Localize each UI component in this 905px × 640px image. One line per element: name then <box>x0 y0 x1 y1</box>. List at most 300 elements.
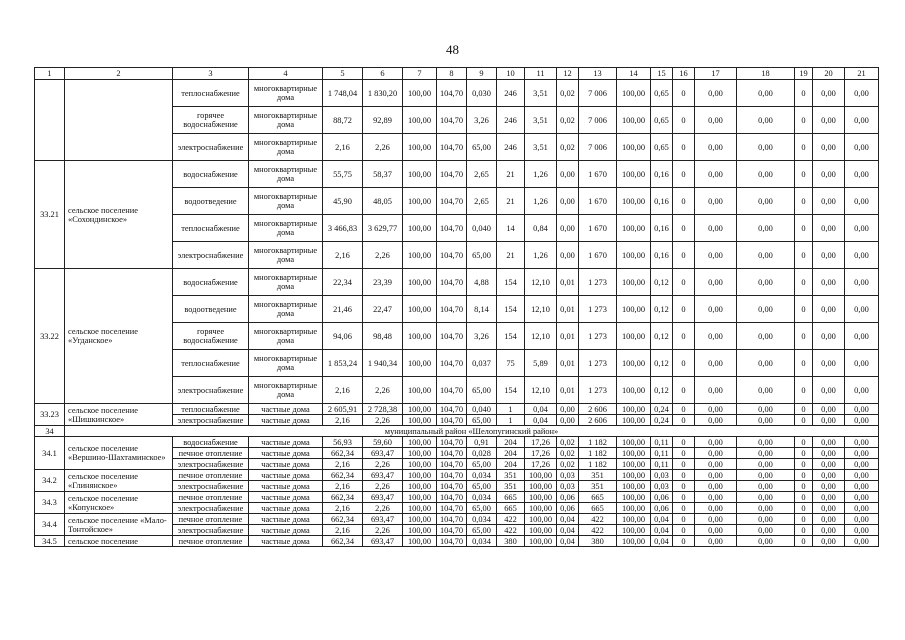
value-cell: 0 <box>673 459 695 470</box>
value-cell: 0,00 <box>813 415 845 426</box>
value-cell: 0 <box>673 269 695 296</box>
value-cell: 0,00 <box>813 242 845 269</box>
value-cell: 0,00 <box>845 242 879 269</box>
value-cell: 100,00 <box>403 525 437 536</box>
value-cell: 0,00 <box>557 215 579 242</box>
housing-type-cell: частные дома <box>249 481 323 492</box>
value-cell: 154 <box>497 269 525 296</box>
table-row <box>35 514 879 525</box>
value-cell: 104,70 <box>437 415 467 426</box>
value-cell: 100,00 <box>617 503 651 514</box>
value-cell: 7 006 <box>579 80 617 107</box>
value-cell: 65,00 <box>467 459 497 470</box>
value-cell: 0 <box>795 481 813 492</box>
housing-type-cell: многоквартирные дома <box>249 269 323 296</box>
value-cell: 0,12 <box>651 296 673 323</box>
value-cell: 204 <box>497 459 525 470</box>
section-row <box>35 426 879 437</box>
value-cell: 0,04 <box>525 415 557 426</box>
value-cell: 59,60 <box>363 437 403 448</box>
value-cell: 693,47 <box>363 448 403 459</box>
value-cell: 0,02 <box>557 80 579 107</box>
value-cell: 0,00 <box>557 161 579 188</box>
value-cell: 100,00 <box>525 525 557 536</box>
row-number: 33.21 <box>35 161 65 269</box>
value-cell: 2,16 <box>323 134 363 161</box>
value-cell: 21 <box>497 242 525 269</box>
table-row <box>35 80 879 107</box>
value-cell: 98,48 <box>363 323 403 350</box>
value-cell: 0,00 <box>813 470 845 481</box>
value-cell: 0,01 <box>557 296 579 323</box>
value-cell: 0,04 <box>557 536 579 547</box>
value-cell: 3,51 <box>525 80 557 107</box>
header-cell: 1 <box>35 68 65 80</box>
value-cell: 1 273 <box>579 323 617 350</box>
value-cell: 104,70 <box>437 459 467 470</box>
value-cell: 1 182 <box>579 437 617 448</box>
value-cell: 100,00 <box>403 134 437 161</box>
value-cell: 422 <box>497 525 525 536</box>
value-cell: 0,12 <box>651 377 673 404</box>
value-cell: 0,00 <box>695 161 737 188</box>
value-cell: 1 <box>497 415 525 426</box>
value-cell: 0,65 <box>651 80 673 107</box>
value-cell: 662,34 <box>323 492 363 503</box>
value-cell: 17,26 <box>525 448 557 459</box>
housing-type-cell: частные дома <box>249 437 323 448</box>
value-cell: 0,02 <box>557 107 579 134</box>
value-cell: 12,10 <box>525 377 557 404</box>
value-cell: 0,00 <box>695 107 737 134</box>
value-cell: 2,26 <box>363 525 403 536</box>
value-cell: 0,00 <box>845 188 879 215</box>
value-cell: 0,00 <box>813 503 845 514</box>
header-cell: 7 <box>403 68 437 80</box>
value-cell: 65,00 <box>467 242 497 269</box>
value-cell: 2 728,38 <box>363 404 403 415</box>
value-cell: 100,00 <box>403 188 437 215</box>
value-cell: 14 <box>497 215 525 242</box>
value-cell: 0,00 <box>695 536 737 547</box>
service-cell: электроснабжение <box>173 459 249 470</box>
service-cell: печное отопление <box>173 514 249 525</box>
row-number: 33.22 <box>35 269 65 404</box>
value-cell: 100,00 <box>403 503 437 514</box>
value-cell: 0,028 <box>467 448 497 459</box>
header-cell: 2 <box>65 68 173 80</box>
value-cell: 0,00 <box>695 215 737 242</box>
housing-type-cell: частные дома <box>249 415 323 426</box>
value-cell: 0 <box>673 323 695 350</box>
value-cell: 3 466,83 <box>323 215 363 242</box>
value-cell: 2,26 <box>363 415 403 426</box>
value-cell: 0,00 <box>737 350 795 377</box>
value-cell: 0 <box>673 296 695 323</box>
value-cell: 100,00 <box>403 514 437 525</box>
value-cell: 100,00 <box>617 323 651 350</box>
value-cell: 662,34 <box>323 470 363 481</box>
value-cell: 0,00 <box>845 323 879 350</box>
value-cell: 0,00 <box>737 161 795 188</box>
value-cell: 2 606 <box>579 404 617 415</box>
value-cell: 65,00 <box>467 134 497 161</box>
housing-type-cell: частные дома <box>249 404 323 415</box>
value-cell: 100,00 <box>525 470 557 481</box>
value-cell: 0,11 <box>651 437 673 448</box>
value-cell: 0,00 <box>813 161 845 188</box>
value-cell: 1 670 <box>579 215 617 242</box>
row-number: 34.3 <box>35 492 65 514</box>
value-cell: 5,89 <box>525 350 557 377</box>
value-cell: 0,00 <box>695 80 737 107</box>
settlement-name: сельское поселение «Мало-Тонтойское» <box>65 514 173 536</box>
service-cell: теплоснабжение <box>173 404 249 415</box>
value-cell: 246 <box>497 107 525 134</box>
value-cell: 0 <box>673 514 695 525</box>
value-cell: 1 273 <box>579 377 617 404</box>
value-cell: 0,00 <box>813 377 845 404</box>
value-cell: 0 <box>795 503 813 514</box>
value-cell: 100,00 <box>617 215 651 242</box>
value-cell: 154 <box>497 323 525 350</box>
value-cell: 0,00 <box>845 448 879 459</box>
value-cell: 0,040 <box>467 215 497 242</box>
header-cell: 6 <box>363 68 403 80</box>
housing-type-cell: многоквартирные дома <box>249 188 323 215</box>
value-cell: 0,00 <box>813 437 845 448</box>
value-cell: 0 <box>673 188 695 215</box>
value-cell: 0,00 <box>695 323 737 350</box>
value-cell: 104,70 <box>437 437 467 448</box>
value-cell: 0,00 <box>845 536 879 547</box>
value-cell: 55,75 <box>323 161 363 188</box>
value-cell: 0,00 <box>737 323 795 350</box>
service-cell: электроснабжение <box>173 525 249 536</box>
value-cell: 100,00 <box>403 415 437 426</box>
header-cell: 13 <box>579 68 617 80</box>
value-cell: 0 <box>795 377 813 404</box>
value-cell: 0,030 <box>467 80 497 107</box>
value-cell: 0,65 <box>651 107 673 134</box>
housing-type-cell: многоквартирные дома <box>249 161 323 188</box>
value-cell: 100,00 <box>403 296 437 323</box>
value-cell: 0,00 <box>845 525 879 536</box>
value-cell: 0,12 <box>651 323 673 350</box>
value-cell: 0,24 <box>651 415 673 426</box>
value-cell: 104,70 <box>437 481 467 492</box>
value-cell: 104,70 <box>437 377 467 404</box>
value-cell: 100,00 <box>525 492 557 503</box>
value-cell: 0,00 <box>695 415 737 426</box>
value-cell: 0,00 <box>813 448 845 459</box>
value-cell: 0,00 <box>845 459 879 470</box>
housing-type-cell: частные дома <box>249 525 323 536</box>
header-cell: 8 <box>437 68 467 80</box>
value-cell: 104,70 <box>437 525 467 536</box>
value-cell: 0,00 <box>737 536 795 547</box>
value-cell: 0,16 <box>651 161 673 188</box>
value-cell: 0,00 <box>845 161 879 188</box>
value-cell: 104,70 <box>437 448 467 459</box>
value-cell: 0,06 <box>557 492 579 503</box>
value-cell: 0,034 <box>467 470 497 481</box>
value-cell: 0 <box>795 80 813 107</box>
service-cell: водоснабжение <box>173 437 249 448</box>
header-cell: 19 <box>795 68 813 80</box>
value-cell: 422 <box>579 514 617 525</box>
value-cell: 0,00 <box>845 404 879 415</box>
value-cell: 0 <box>673 134 695 161</box>
value-cell: 0,00 <box>557 242 579 269</box>
value-cell: 0,00 <box>813 514 845 525</box>
value-cell: 0,00 <box>737 448 795 459</box>
value-cell: 12,10 <box>525 296 557 323</box>
value-cell: 0,00 <box>813 134 845 161</box>
value-cell: 0 <box>673 503 695 514</box>
value-cell: 0,00 <box>695 350 737 377</box>
header-cell: 18 <box>737 68 795 80</box>
housing-type-cell: частные дома <box>249 536 323 547</box>
value-cell: 56,93 <box>323 437 363 448</box>
page-number: 48 <box>446 42 459 57</box>
value-cell: 92,89 <box>363 107 403 134</box>
value-cell: 662,34 <box>323 448 363 459</box>
value-cell: 100,00 <box>617 296 651 323</box>
value-cell: 0,034 <box>467 492 497 503</box>
value-cell: 0 <box>795 269 813 296</box>
value-cell: 0,00 <box>845 269 879 296</box>
value-cell: 0 <box>795 525 813 536</box>
value-cell: 0,00 <box>695 459 737 470</box>
service-cell: водоснабжение <box>173 269 249 296</box>
table-row <box>35 492 879 503</box>
value-cell: 0,00 <box>737 215 795 242</box>
value-cell: 0,00 <box>737 134 795 161</box>
value-cell: 665 <box>497 503 525 514</box>
value-cell: 0,02 <box>557 437 579 448</box>
service-cell: электроснабжение <box>173 377 249 404</box>
value-cell: 104,70 <box>437 215 467 242</box>
value-cell: 0,16 <box>651 188 673 215</box>
value-cell: 0,00 <box>813 188 845 215</box>
value-cell: 100,00 <box>403 459 437 470</box>
value-cell: 0,16 <box>651 215 673 242</box>
value-cell: 0 <box>673 215 695 242</box>
value-cell: 2,26 <box>363 459 403 470</box>
value-cell: 0,00 <box>845 481 879 492</box>
value-cell: 0,00 <box>813 107 845 134</box>
value-cell: 2 605,91 <box>323 404 363 415</box>
value-cell: 12,10 <box>525 269 557 296</box>
value-cell: 0 <box>795 404 813 415</box>
header-row <box>35 68 879 80</box>
value-cell: 1 182 <box>579 448 617 459</box>
value-cell: 0 <box>795 134 813 161</box>
value-cell: 75 <box>497 350 525 377</box>
value-cell: 0,04 <box>557 525 579 536</box>
value-cell: 104,70 <box>437 503 467 514</box>
value-cell: 0,11 <box>651 448 673 459</box>
value-cell: 104,70 <box>437 296 467 323</box>
housing-type-cell: частные дома <box>249 492 323 503</box>
service-cell: печное отопление <box>173 492 249 503</box>
value-cell: 2,26 <box>363 503 403 514</box>
value-cell: 21 <box>497 161 525 188</box>
value-cell: 65,00 <box>467 503 497 514</box>
value-cell: 1 670 <box>579 188 617 215</box>
value-cell: 1,26 <box>525 242 557 269</box>
value-cell: 17,26 <box>525 459 557 470</box>
value-cell: 100,00 <box>403 323 437 350</box>
value-cell: 2,16 <box>323 459 363 470</box>
value-cell: 3 629,77 <box>363 215 403 242</box>
settlement-name: сельское поселение «Шишкинское» <box>65 404 173 426</box>
housing-type-cell: частные дома <box>249 514 323 525</box>
value-cell: 0,00 <box>737 525 795 536</box>
value-cell: 88,72 <box>323 107 363 134</box>
housing-type-cell: частные дома <box>249 503 323 514</box>
value-cell: 104,70 <box>437 470 467 481</box>
value-cell: 65,00 <box>467 481 497 492</box>
value-cell: 0 <box>673 404 695 415</box>
value-cell: 100,00 <box>617 377 651 404</box>
value-cell: 0,00 <box>737 80 795 107</box>
header-cell: 4 <box>249 68 323 80</box>
row-number: 34.5 <box>35 536 65 547</box>
value-cell: 100,00 <box>617 448 651 459</box>
value-cell: 0 <box>673 481 695 492</box>
service-cell: электроснабжение <box>173 242 249 269</box>
value-cell: 22,47 <box>363 296 403 323</box>
value-cell: 100,00 <box>617 80 651 107</box>
value-cell: 0,00 <box>695 514 737 525</box>
value-cell: 0,00 <box>845 492 879 503</box>
value-cell: 100,00 <box>403 437 437 448</box>
value-cell: 0,00 <box>695 470 737 481</box>
housing-type-cell: многоквартирные дома <box>249 134 323 161</box>
value-cell: 100,00 <box>617 514 651 525</box>
table-row <box>35 536 879 547</box>
value-cell: 0 <box>795 536 813 547</box>
value-cell: 0 <box>795 350 813 377</box>
value-cell: 351 <box>497 481 525 492</box>
value-cell: 0 <box>795 514 813 525</box>
value-cell: 2,16 <box>323 503 363 514</box>
value-cell: 1 670 <box>579 161 617 188</box>
value-cell: 104,70 <box>437 188 467 215</box>
value-cell: 0,00 <box>737 296 795 323</box>
value-cell: 0,24 <box>651 404 673 415</box>
value-cell: 100,00 <box>617 161 651 188</box>
value-cell: 0,00 <box>695 481 737 492</box>
value-cell: 0,11 <box>651 459 673 470</box>
table-row <box>35 269 879 296</box>
value-cell: 0,00 <box>695 188 737 215</box>
service-cell: печное отопление <box>173 536 249 547</box>
value-cell: 0 <box>673 350 695 377</box>
service-cell: теплоснабжение <box>173 215 249 242</box>
value-cell: 4,88 <box>467 269 497 296</box>
value-cell: 2,16 <box>323 481 363 492</box>
section-number: 34 <box>35 426 65 437</box>
value-cell: 246 <box>497 134 525 161</box>
value-cell: 0,00 <box>813 296 845 323</box>
value-cell: 1 748,04 <box>323 80 363 107</box>
value-cell: 0,02 <box>557 448 579 459</box>
value-cell: 0,00 <box>557 404 579 415</box>
value-cell: 0 <box>673 161 695 188</box>
value-cell: 7 006 <box>579 134 617 161</box>
value-cell: 104,70 <box>437 161 467 188</box>
value-cell: 0,03 <box>557 470 579 481</box>
header-cell: 16 <box>673 68 695 80</box>
value-cell: 0 <box>673 492 695 503</box>
value-cell: 22,34 <box>323 269 363 296</box>
value-cell: 104,70 <box>437 404 467 415</box>
value-cell: 100,00 <box>403 404 437 415</box>
value-cell: 0,034 <box>467 536 497 547</box>
value-cell: 0,00 <box>845 80 879 107</box>
value-cell: 1 853,24 <box>323 350 363 377</box>
value-cell: 0,00 <box>845 296 879 323</box>
value-cell: 100,00 <box>617 492 651 503</box>
value-cell: 662,34 <box>323 514 363 525</box>
value-cell: 1 670 <box>579 242 617 269</box>
value-cell: 1 830,20 <box>363 80 403 107</box>
housing-type-cell: многоквартирные дома <box>249 80 323 107</box>
value-cell: 104,70 <box>437 269 467 296</box>
service-cell: горячее водоснабжение <box>173 323 249 350</box>
value-cell: 662,34 <box>323 536 363 547</box>
value-cell: 0,00 <box>737 503 795 514</box>
value-cell: 0,00 <box>813 215 845 242</box>
value-cell: 0,00 <box>813 350 845 377</box>
value-cell: 422 <box>579 525 617 536</box>
value-cell: 0 <box>795 242 813 269</box>
value-cell: 380 <box>579 536 617 547</box>
value-cell: 100,00 <box>403 377 437 404</box>
value-cell: 0,00 <box>737 377 795 404</box>
value-cell: 0,06 <box>651 492 673 503</box>
value-cell: 100,00 <box>617 470 651 481</box>
value-cell: 0,00 <box>737 459 795 470</box>
value-cell: 100,00 <box>617 107 651 134</box>
value-cell: 0,040 <box>467 404 497 415</box>
table-row <box>35 404 879 415</box>
value-cell: 0,00 <box>813 481 845 492</box>
value-cell: 104,70 <box>437 514 467 525</box>
value-cell: 0,06 <box>557 503 579 514</box>
value-cell: 21,46 <box>323 296 363 323</box>
value-cell: 0,01 <box>557 323 579 350</box>
value-cell: 422 <box>497 514 525 525</box>
value-cell: 100,00 <box>617 134 651 161</box>
settlement-name: сельское поселение «Вершино-Шахтаминское» <box>65 437 173 470</box>
value-cell: 2,16 <box>323 377 363 404</box>
service-cell: водоотведение <box>173 296 249 323</box>
value-cell: 0,65 <box>651 134 673 161</box>
service-cell: теплоснабжение <box>173 350 249 377</box>
value-cell: 0,034 <box>467 514 497 525</box>
value-cell: 0,00 <box>845 514 879 525</box>
value-cell: 1 182 <box>579 459 617 470</box>
value-cell: 0,00 <box>695 134 737 161</box>
value-cell: 154 <box>497 377 525 404</box>
value-cell: 0 <box>795 437 813 448</box>
value-cell: 100,00 <box>403 448 437 459</box>
value-cell: 12,10 <box>525 323 557 350</box>
